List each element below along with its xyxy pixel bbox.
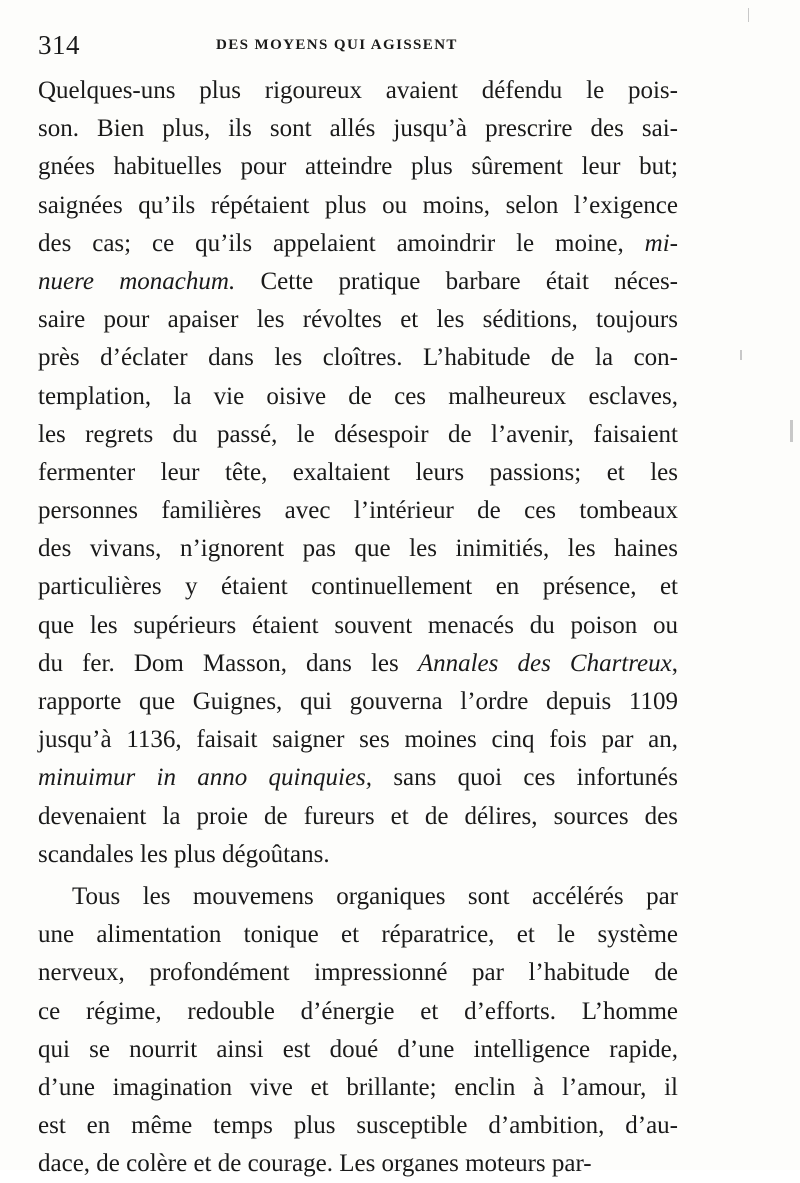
- text-line: [38, 993, 678, 1031]
- text-run: que les supérieurs étaient souvent menacés du poison ou: [38, 611, 678, 639]
- text-run: Tous les mouvemens organiques sont accélérés par: [72, 882, 678, 910]
- text-line: [38, 110, 678, 148]
- text-run: gnées habituelles pour atteindre plus sûrement leur but;: [38, 153, 678, 181]
- text-run: est en même temps plus susceptible d’ambition, d’au-: [38, 1112, 678, 1140]
- text-line: [38, 645, 678, 683]
- text-run: du fer. Dom Masson, dans les: [38, 649, 418, 677]
- text-line: [38, 378, 678, 416]
- body-text: [38, 72, 678, 1183]
- text-run: d’une imagination vive et brillante; enclin à l’amour, il: [38, 1073, 678, 1101]
- page-number: 314: [38, 30, 80, 60]
- text-run: dace, de colère et de courage. Les organes moteurs par-: [38, 1150, 592, 1178]
- text-line: [38, 916, 678, 954]
- scan-mark: [790, 420, 793, 442]
- text-line: [38, 683, 678, 721]
- text-line: [38, 492, 678, 530]
- text-line: [38, 339, 678, 377]
- paragraph: [38, 878, 678, 1183]
- text-line: [38, 1145, 678, 1183]
- text-line: [38, 530, 678, 568]
- text-line: [38, 836, 678, 874]
- text-run: son. Bien plus, ils sont allés jusqu’à prescrire des sai-: [38, 115, 678, 143]
- text-run: qui se nourrit ainsi est doué d’une intelligence rapide,: [38, 1035, 678, 1063]
- text-line: [38, 263, 678, 301]
- text-run: scandales les plus dégoûtans.: [38, 840, 330, 868]
- text-line: [38, 798, 678, 836]
- italic-text: minuimur in anno quinquies,: [38, 764, 373, 792]
- text-run: ce régime, redouble d’énergie et d’efforts. L’homme: [38, 997, 678, 1025]
- text-run: une alimentation tonique et réparatrice, et le système: [38, 921, 678, 949]
- text-run: les regrets du passé, le désespoir de l’avenir, faisaient: [38, 420, 678, 448]
- text-line: [38, 878, 678, 916]
- text-line: [38, 225, 678, 263]
- text-line: [38, 148, 678, 186]
- text-line: [38, 568, 678, 606]
- text-line: [38, 187, 678, 225]
- text-run: ,: [671, 649, 678, 677]
- text-run: saignées qu’ils répétaient plus ou moins, selon l’exigence: [38, 191, 678, 219]
- text-line: [38, 954, 678, 992]
- text-line: [38, 607, 678, 645]
- text-line: [38, 416, 678, 454]
- text-run: templation, la vie oisive de ces malheureux esclaves,: [38, 382, 678, 410]
- scan-mark: [740, 350, 742, 360]
- text-run: personnes familières avec l’intérieur de ces tombeaux: [38, 497, 678, 525]
- italic-text: nuere monachum.: [38, 267, 236, 295]
- text-run: Quelques-uns plus rigoureux avaient défendu le pois-: [38, 77, 678, 104]
- text-run: jusqu’à 1136, faisait saigner ses moines cinq fois par an,: [38, 726, 678, 754]
- text-run: sans quoi ces infortunés: [372, 764, 678, 792]
- italic-text: mi-: [644, 229, 678, 257]
- text-line: [38, 759, 678, 797]
- text-line: [38, 721, 678, 759]
- running-head: DES MOYENS QUI AGISSENT: [216, 37, 458, 53]
- text-run: des cas; ce qu’ils appelaient amoindrir le moine,: [38, 229, 645, 257]
- text-run: particulières y étaient continuellement en présence, et: [38, 573, 678, 601]
- text-line: [38, 72, 678, 110]
- text-line: [38, 1069, 678, 1107]
- text-line: [38, 1107, 678, 1145]
- text-run: Cette pratique barbare était néces-: [235, 267, 679, 295]
- text-run: rapporte que Guignes, qui gouverna l’ordre depuis 1109: [38, 688, 678, 715]
- text-run: nerveux, profondément impressionné par l’habitude de: [38, 959, 678, 987]
- paragraph: [38, 72, 678, 874]
- text-run: saire pour apaiser les révoltes et les séditions, toujours: [38, 306, 678, 334]
- text-run: près d’éclater dans les cloîtres. L’habitude de la con-: [38, 344, 678, 372]
- text-line: [38, 1031, 678, 1069]
- text-run: fermenter leur tête, exaltaient leurs passions; et les: [38, 458, 678, 486]
- text-line: [38, 301, 678, 339]
- text-line: [38, 454, 678, 492]
- text-run: des vivans, n’ignorent pas que les inimitiés, les haines: [38, 535, 678, 563]
- page-header: [38, 30, 678, 64]
- italic-text: Annales des Chartreux: [417, 649, 672, 677]
- scan-mark: [748, 8, 749, 22]
- text-run: devenaient la proie de fureurs et de délires, sources des: [38, 802, 678, 830]
